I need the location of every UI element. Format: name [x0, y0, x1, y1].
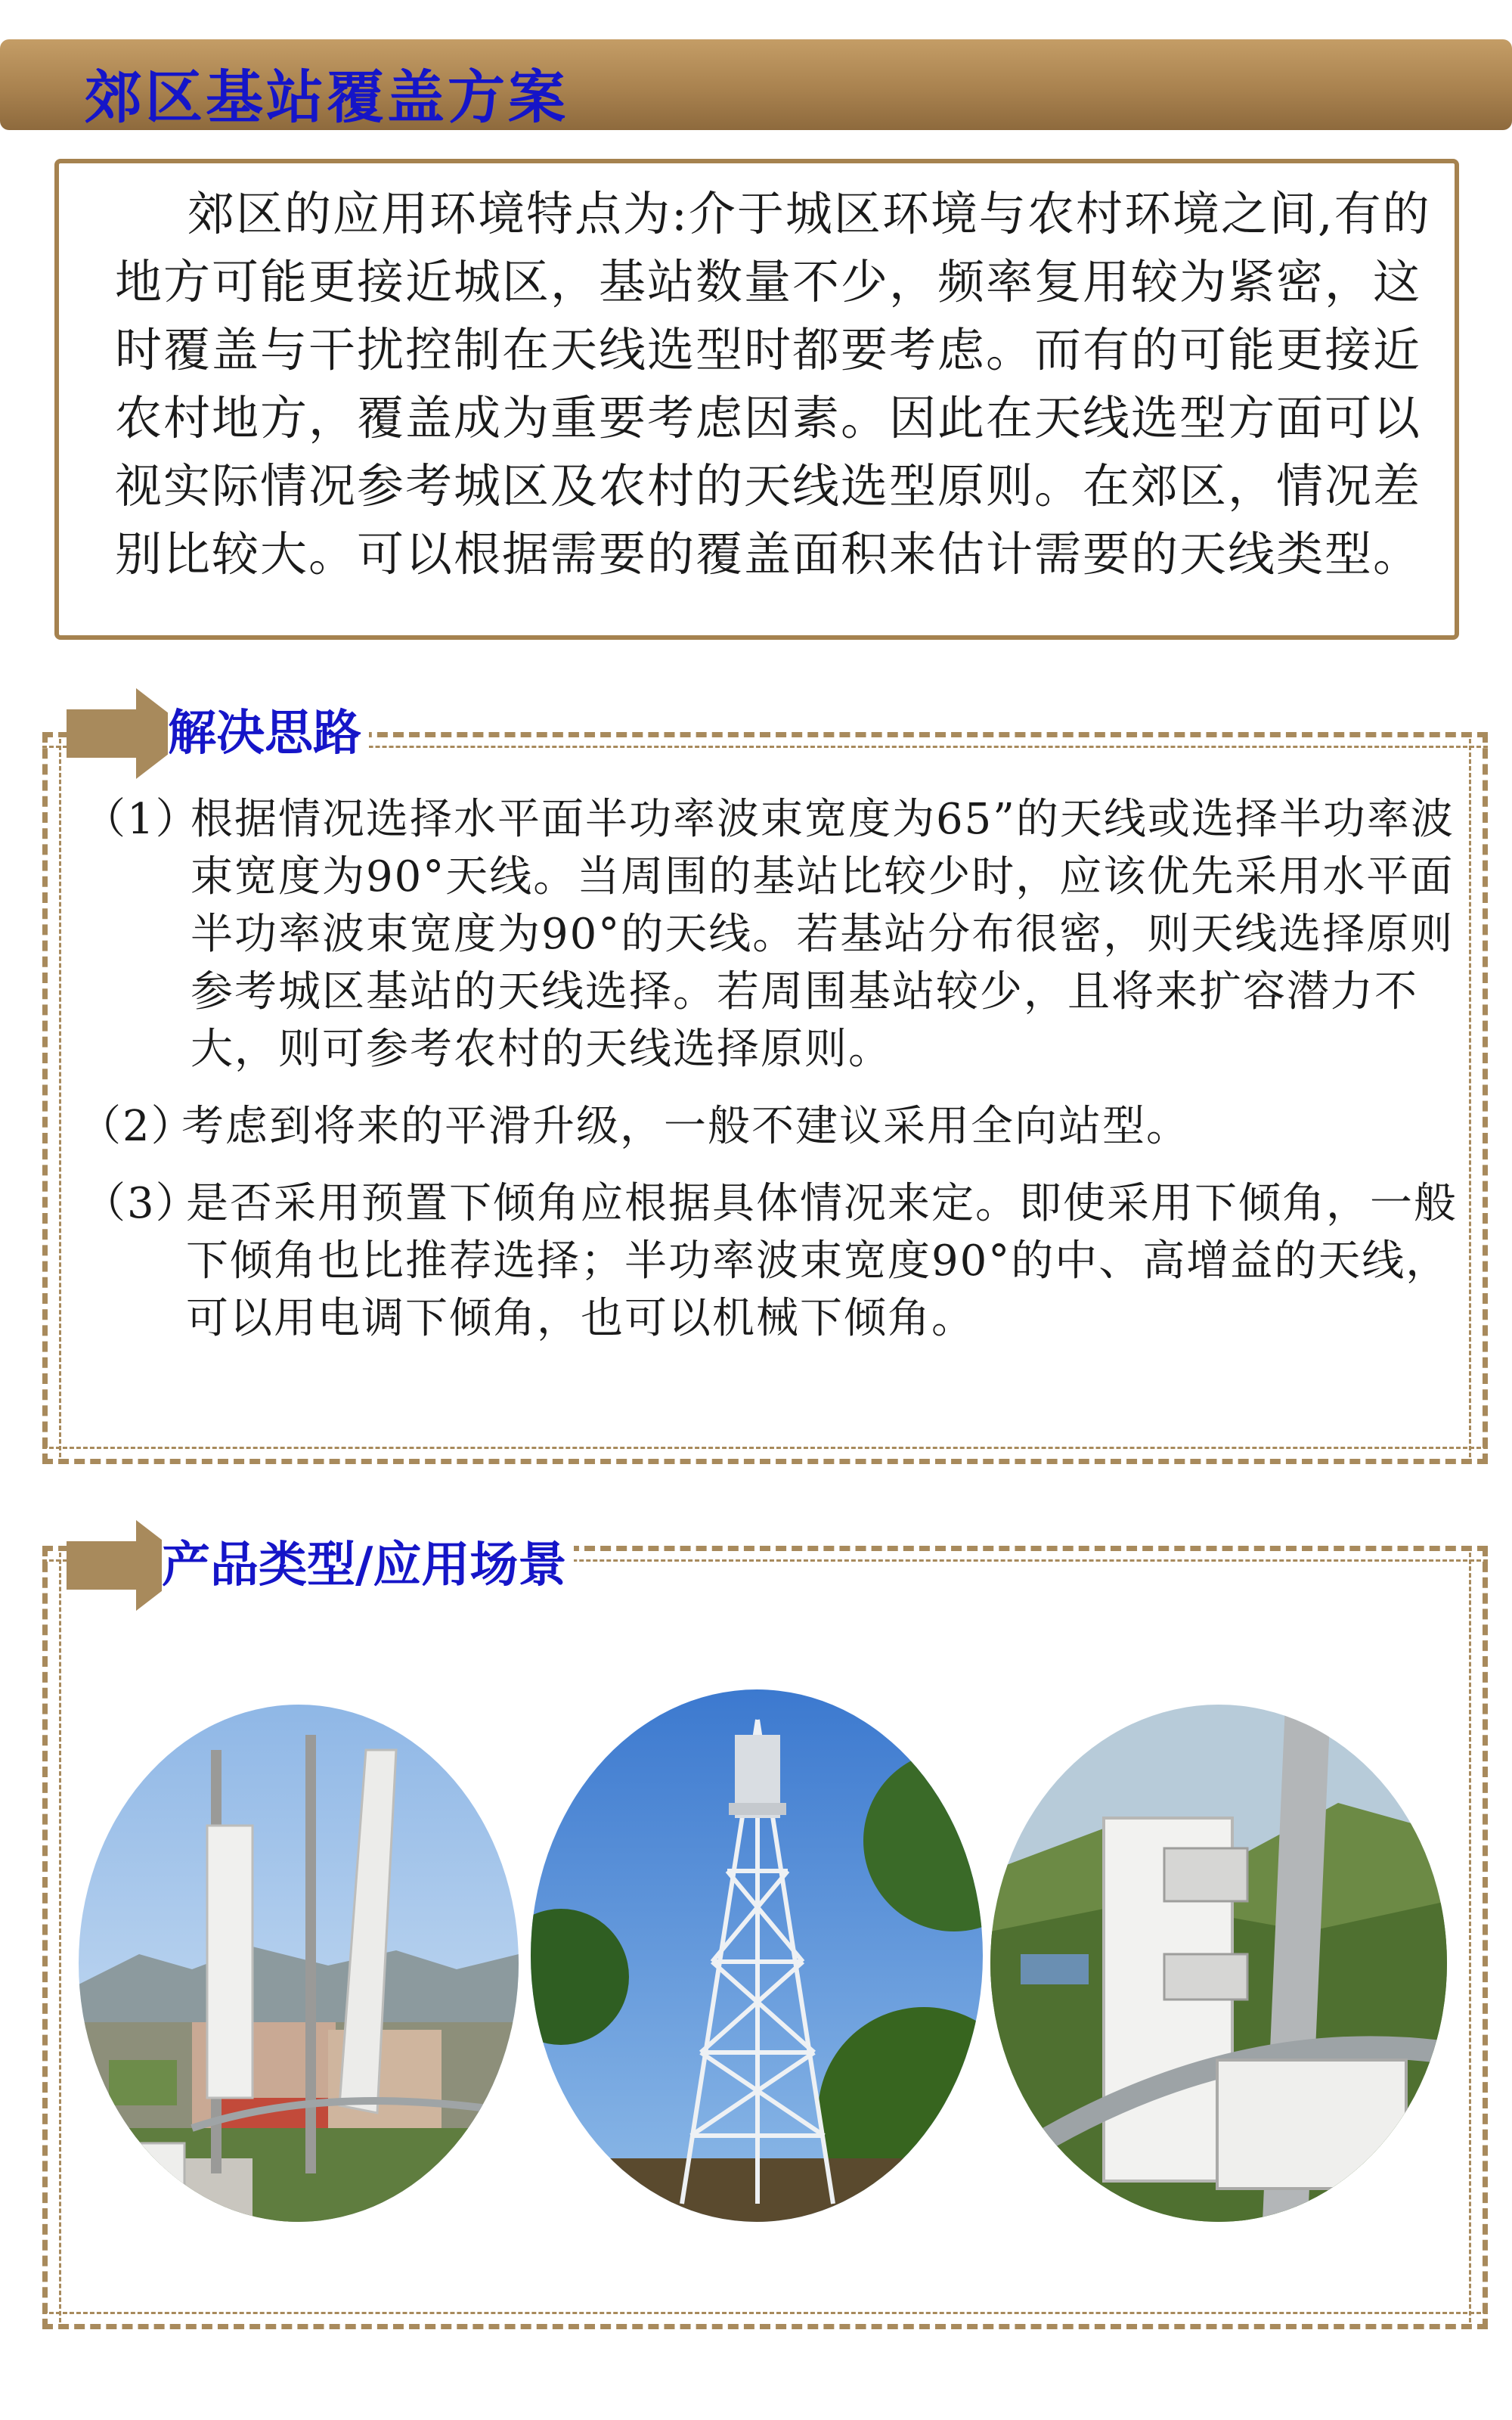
list-item-number: （3）: [83, 1179, 200, 1228]
list-item: [79, 1098, 1474, 1156]
list-item-text: 考虑到将来的平滑升级，一般不建议采用全向站型。: [181, 1102, 1190, 1151]
photo-rooftop-antennas: [79, 1705, 519, 2222]
intro-text: 郊区的应用环境特点为:介于城区环境与农村环境之间,有的地方可能更接近城区，基站数量不少，频率复用较为紧密，这时覆盖与干扰控制在天线选型时都要考虑。而有的可能更接近农村地方，覆盖成为重要考虑因素。因此在天线选型方面可以视实际情况参考城区及农村的天线选型原则。在郊区，情况差别比较大。可以根据需要的覆盖面积来估计需要的天线类型。: [115, 186, 1431, 582]
products-heading: 产品类型/应用场景: [162, 1535, 574, 1596]
list-item-text: 根据情况选择水平面半功率波束宽度为65”的天线或选择半功率波束宽度为90°天线。当周围的基站比较少时，应该优先采用水平面半功率波束宽度为90°的天线。若基站分布很密，则天线选择原则参考城区基站的天线选择。若周围基站较少，且将来扩容潜力不大，则可参考农村的天线选择原则。: [191, 795, 1455, 1074]
intro-paragraph: [115, 180, 1445, 588]
list-item-text: 是否采用预置下倾角应根据具体情况来定。即使采用下倾角，一般下倾角也比推荐选择；半功率波束宽度90°的中、高增益的天线，可以用电调下倾角，也可以机械下倾角。: [186, 1179, 1458, 1343]
list-item-number: （1）: [83, 795, 200, 844]
photo-lattice-tower: [531, 1689, 983, 2222]
list-item-number: （2）: [79, 1102, 195, 1151]
solution-list: [79, 791, 1474, 1348]
page-title: 郊区基站覆盖方案: [85, 64, 569, 131]
list-item: [83, 1175, 1474, 1348]
photo-panel-antenna-closeup: [990, 1705, 1447, 2222]
list-item: [83, 791, 1474, 1078]
solution-heading: 解决思路: [168, 703, 369, 764]
